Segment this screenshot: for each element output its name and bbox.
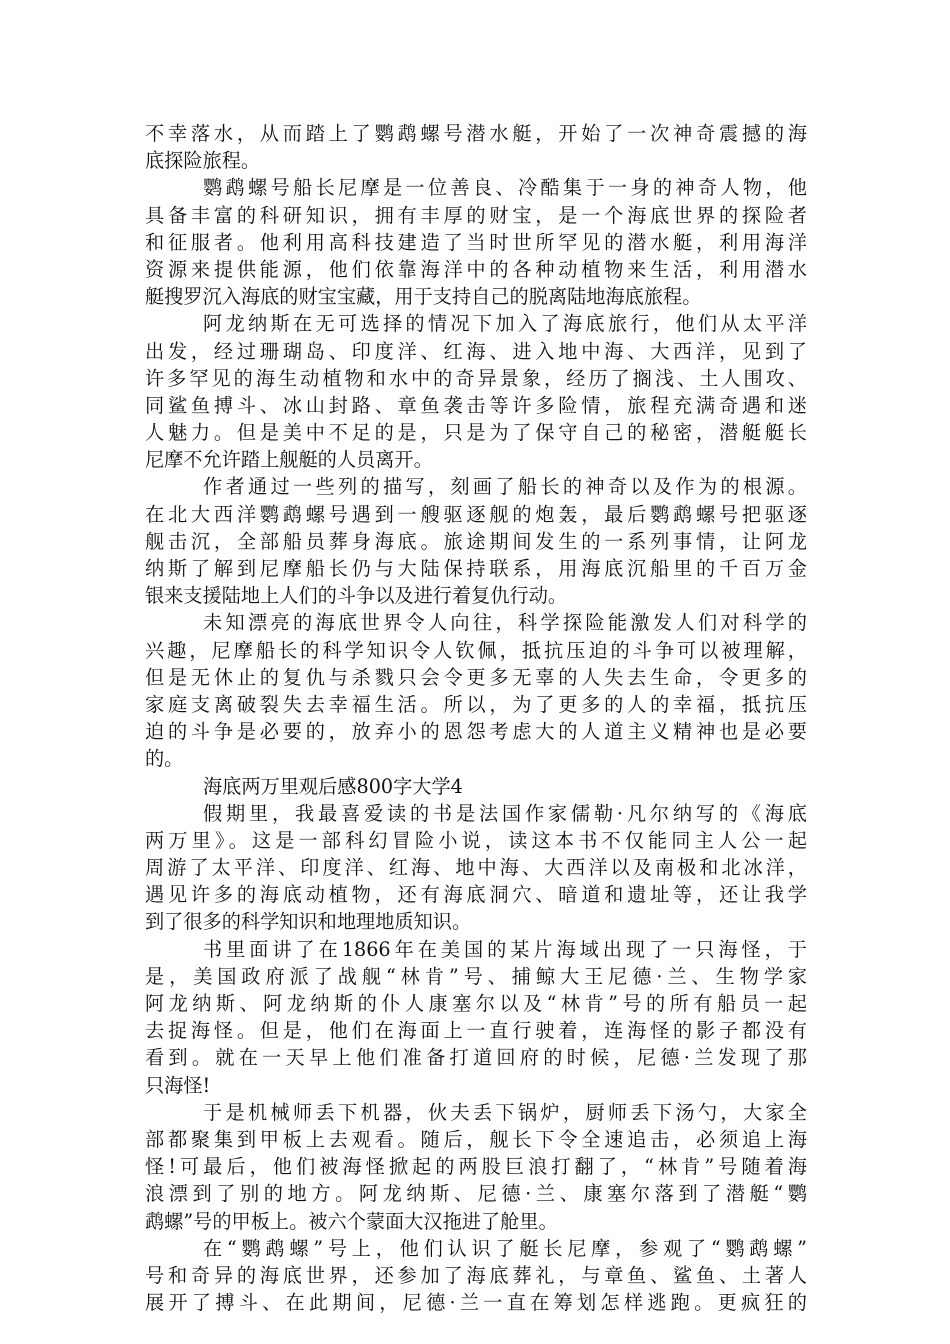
text-line: 家庭支离破裂失去幸福生活。所以，为了更多的人的幸福，抵抗压 [145,692,807,716]
text-line: 人魅力。但是美中不足的是，只是为了保守自己的秘密，潜艇艇长 [145,421,807,445]
text-line: 鹦鹉螺号船长尼摩是一位善良、冷酷集于一身的神奇人物，他 [203,176,807,200]
text-line: 和征服者。他利用高科技建造了当时世所罕见的潜水艇，利用海洋 [145,230,807,254]
text-line: 底探险旅程。 [145,149,261,173]
text-line: 书里面讲了在1866年在美国的某片海域出现了一只海怪，于 [203,937,807,961]
text-line: 尼摩不允许踏上舰艇的人员离开。 [145,448,433,472]
text-line: 周游了太平洋、印度洋、红海、地中海、大西洋以及南极和北冰洋， [145,856,807,880]
text-line: 在“鹦鹉螺”号上，他们认识了艇长尼摩，参观了“鹦鹉螺” [203,1236,807,1260]
text-line: 未知漂亮的海底世界令人向往，科学探险能激发人们对科学的 [203,611,807,635]
text-line: 阿龙纳斯在无可选择的情况下加入了海底旅行，他们从太平洋 [203,312,807,336]
text-line: 不幸落水，从而踏上了鹦鹉螺号潜水艇，开始了一次神奇震撼的海 [145,122,807,145]
text-line: 纳斯了解到尼摩船长仍与大陆保持联系，用海底沉船里的千百万金 [145,557,807,580]
text-line: 部都聚集到甲板上去观看。随后，舰长下令全速追击，必须追上海 [145,1127,807,1151]
text-line: 怪!可最后，他们被海怪掀起的两股巨浪打翻了，“林肯”号随着海 [145,1155,807,1179]
text-line: 作者通过一些列的描写，刻画了船长的神奇以及作为的根源。 [203,475,807,499]
text-line: 遇见许多的海底动植物，还有海底洞穴、暗道和遗址等，还让我学 [145,883,807,907]
text-line: 出发，经过珊瑚岛、印度洋、红海、进入地中海、大西洋，见到了 [145,339,807,363]
text-line: 鹉螺”号的甲板上。被六个蒙面大汉拖进了舱里。 [145,1209,558,1233]
text-line: 是，美国政府派了战舰“林肯”号、捕鲸大王尼德·兰、生物学家 [145,964,807,988]
section-heading: 海底两万里观后感800字大学4 [203,774,463,798]
text-line: 在北大西洋鹦鹉螺号遇到一艘驱逐舰的炮轰，最后鹦鹉螺号把驱逐 [145,502,807,526]
text-line: 但是无休止的复仇与杀戮只会令更多无辜的人失去生命，令更多的 [145,665,807,689]
text-line: 兴趣，尼摩船长的科学知识令人钦佩，抵抗压迫的斗争可以被理解， [145,638,807,662]
text-line: 的。 [145,747,184,771]
document-page [145,120,807,1316]
text-line: 两万里》。这是一部科幻冒险小说，读这本书不仅能同主人公一起 [145,828,807,852]
text-line: 到了很多的科学知识和地理地质知识。 [145,910,472,934]
text-line: 许多罕见的海生动植物和水中的奇异景象，经历了搁浅、土人围攻、 [145,366,807,390]
text-line: 展开了搏斗、在此期间，尼德·兰一直在筹划怎样逃跑。更疯狂的 [145,1291,807,1315]
text-line: 看到。就在一天早上他们准备打道回府的时候，尼德·兰发现了那 [145,1046,807,1070]
text-line: 假期里，我最喜爱读的书是法国作家儒勒·凡尔纳写的《海底 [203,801,807,825]
text-line: 具备丰富的科研知识，拥有丰厚的财宝，是一个海底世界的探险者 [145,203,807,227]
text-line: 艇搜罗沉入海底的财宝宝藏，用于支持自己的脱离陆地海底旅程。 [145,285,702,309]
text-line: 银来支援陆地上人们的斗争以及进行着复仇行动。 [145,584,568,608]
text-line: 浪漂到了别的地方。阿龙纳斯、尼德·兰、康塞尔落到了潜艇“鹦 [145,1182,807,1206]
text-line: 于是机械师丢下机器，伙夫丢下锅炉，厨师丢下汤勺，大家全 [203,1100,807,1124]
text-line: 资源来提供能源，他们依靠海洋中的各种动植物来生活，利用潜水 [145,257,807,281]
text-line: 只海怪! [145,1073,211,1097]
text-line: 舰击沉，全部船员葬身海底。旅途期间发生的一系列事情，让阿龙 [145,529,807,553]
text-line: 阿龙纳斯、阿龙纳斯的仆人康塞尔以及“林肯”号的所有船员一起 [145,992,807,1015]
text-line: 去捉海怪。但是，他们在海面上一直行驶着，连海怪的影子都没有 [145,1019,807,1043]
text-line: 号和奇异的海底世界，还参加了海底葬礼，与章鱼、鲨鱼、土著人 [145,1263,807,1287]
text-line: 同鲨鱼搏斗、冰山封路、章鱼袭击等许多险情，旅程充满奇遇和迷 [145,393,807,417]
text-line: 迫的斗争是必要的，放弃小的恩怨考虑大的人道主义精神也是必要 [145,720,807,744]
